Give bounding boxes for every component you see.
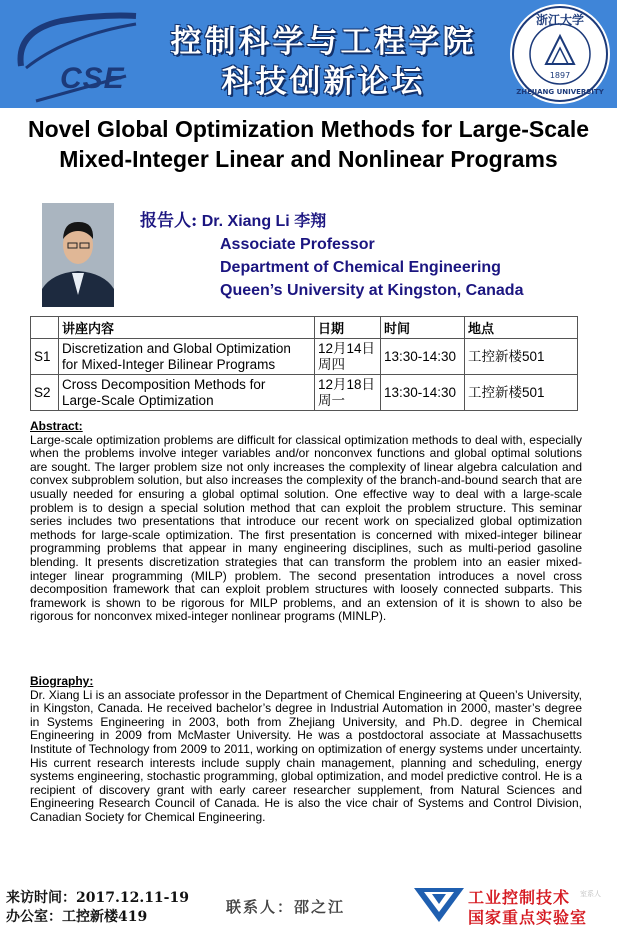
office-location: 办公室：工控新楼419	[6, 909, 148, 925]
table-header-row	[31, 317, 578, 339]
header-place: 地点	[465, 317, 578, 339]
contact-person: 联系人：邵之江	[226, 898, 346, 916]
visit-period: 来访时间：2017.12.11-19	[6, 890, 189, 906]
session-topic: Cross Decomposition Methods for Large-Scale Optimization	[59, 375, 315, 411]
biography-section	[30, 675, 582, 825]
speaker-info	[140, 210, 523, 302]
seal-bottom-text: ZHEJIANG UNIVERSITY	[516, 88, 604, 96]
session-id: S2	[31, 375, 59, 411]
forum-name: 科技创新论坛	[221, 64, 426, 100]
seal-top-text: 浙江大学	[535, 13, 585, 27]
speaker-position: Associate Professor	[220, 236, 375, 253]
header-id	[31, 317, 59, 339]
speaker-photo	[42, 203, 114, 307]
biography-text: Dr. Xiang Li is an associate professor in the Department of Chemical Engineering at Queen’s University, in Kingston, Canada. He received bachelor’s degree in Industrial Automation in 2000, master’s degree in Systems Engineering in 2003, both from Zhejiang University, and Ph.D. degree in Chemical Engineering in 2009 from McMaster University. He was a postdoctoral associate at Massachusetts Institute of Technology from 2009 to 2011, working on optimization of energy systems under uncertainty. His current research interests include supply chain management, planning and scheduling, energy systems engineering, stochastic programming, global optimization, and model predictive control. He is a recipient of discovery grant with early career researcher supplement, from Natural Sciences and Engineering Research Council of Canada. He is also the vice chair of Systems and Control Division, Canadian Society for Chemical Engineering.	[30, 687, 582, 824]
schedule-table	[30, 316, 578, 411]
session-topic: Discretization and Global Optimization for Mixed-Integer Bilinear Programs	[59, 339, 315, 375]
table-row	[31, 375, 578, 411]
faint-watermark-text: 室系人	[580, 891, 601, 898]
header-banner	[0, 0, 617, 108]
speaker-avatar-icon	[42, 203, 114, 307]
seal-year-text: 1897	[549, 71, 571, 80]
lab-name-line1: 工业控制技术	[468, 888, 571, 907]
lab-logo-icon	[412, 884, 466, 924]
abstract-heading: Abstract:	[30, 419, 83, 433]
table-row	[31, 339, 578, 375]
header-date: 日期	[315, 317, 381, 339]
speaker-name-line	[140, 210, 523, 233]
session-date: 12月14日 周四	[315, 339, 381, 375]
talk-title: Novel Global Optimization Methods for Large-Scale Mixed-Integer Linear and Nonlinear Programs	[27, 116, 590, 172]
school-name: 控制科学与工程学院	[170, 24, 477, 60]
zju-seal-icon	[508, 2, 612, 106]
speaker-university: Queen’s University at Kingston, Canada	[220, 282, 524, 299]
cse-logo-text: CSE	[60, 62, 125, 95]
session-time: 13:30-14:30	[381, 339, 465, 375]
lab-name-line2: 国家重点实验室	[468, 908, 588, 927]
speaker-name: Dr. Xiang Li 李翔	[201, 213, 327, 230]
abstract-text: Large-scale optimization problems are difficult for classical optimization methods to deal with, especially when the problems involve integer variables and/or nonconvex functions and global optimal solutions are sought. The larger problem size not only increases the complexity of linear algebra calculation and convex subproblem solution, but also increases the complexity of the branch-and-bound search that are usually needed for ensuring a global optimal solution. One effective way to deal with a large-scale problem is to design a special solution method that can exploit the problem structure. This seminar series includes two presentations that introduce our recent work on specialized global optimization methods for large-scale optimization. The first presentation is concerned with mixed-integer bilinear programming problems that appear in many engineering disciplines, such as multi-period gasoline blending. It presents discretization strategies that can transform the problem into an easier mixed-integer linear programming (MILP) problem. The second presentation introduces a novel cross decomposition framework that can exploit problem structures with loosely connected subparts. This framework is shown to be rigorous for MILP problems, and an extension of it is shown to also be rigorous for nonconvex mixed-integer nonlinear programs (MINLP).	[30, 432, 582, 624]
session-id: S1	[31, 339, 59, 375]
header-time: 时间	[381, 317, 465, 339]
speaker-department: Department of Chemical Engineering	[220, 259, 501, 276]
biography-heading: Biography:	[30, 674, 94, 688]
session-place: 工控新楼501	[465, 375, 578, 411]
speaker-label: 报告人:	[140, 211, 198, 231]
session-date: 12月18日 周一	[315, 375, 381, 411]
session-time: 13:30-14:30	[381, 375, 465, 411]
abstract-section	[30, 420, 582, 624]
session-place: 工控新楼501	[465, 339, 578, 375]
header-topic: 讲座内容	[59, 317, 315, 339]
